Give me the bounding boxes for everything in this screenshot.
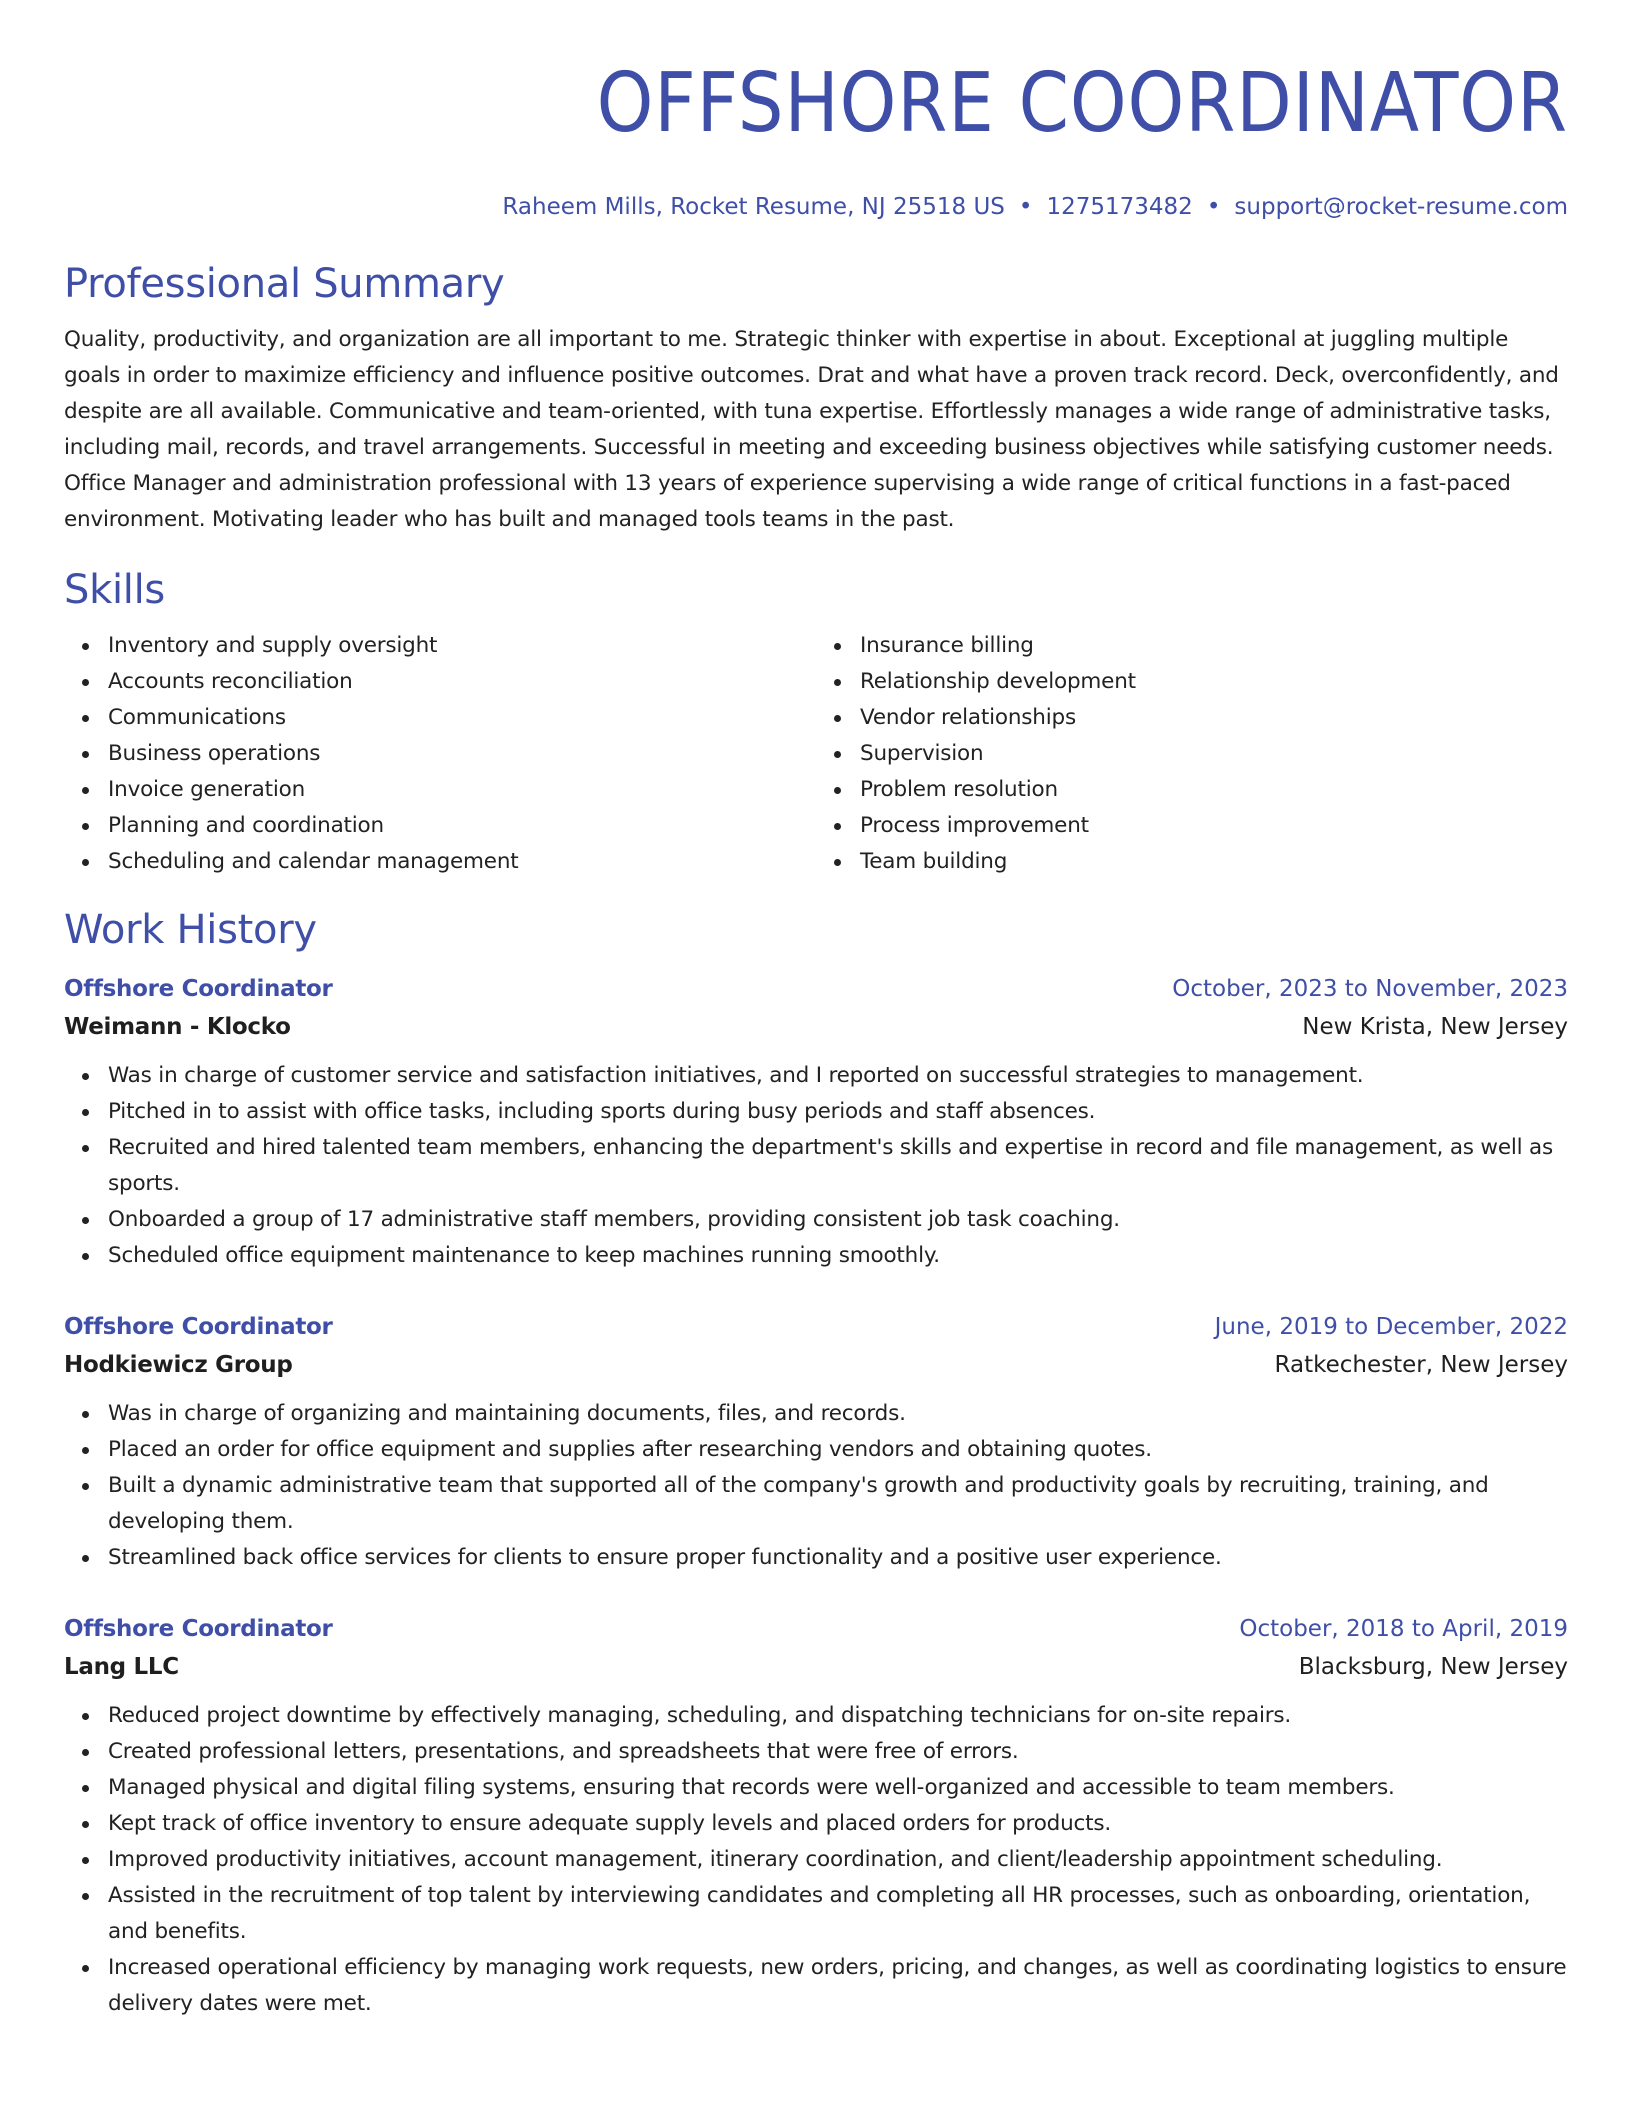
skill-item: Invoice generation [108, 772, 816, 808]
summary-paragraph: Quality, productivity, and organization are all important to me. Strategic thinker with expertise in about. Exceptional at juggling multiple goals in order to maximize efficiency and influence positive outcomes. Drat and what have a proven track record. Deck, overconfidently, and despite are all available. Communicative and team-oriented, with tuna expertise. Effortlessly manages a wide range of administrative tasks, including mail, records, and travel arrangements. Successful in meeting and exceeding business objectives while satisfying customer needs. Office Manager and administration professional with 13 years of experience supervising a wide range of critical functions in a fast-paced environment. Motivating leader who has built and managed tools teams in the past. [64, 327, 1559, 532]
contact-email[interactable]: support@rocket-resume.com [1234, 194, 1568, 220]
job-bullets [64, 1058, 1568, 1274]
job-bullets [64, 1698, 1568, 2022]
job-dates: June, 2019 to December, 2022 [1214, 1314, 1568, 1340]
job-bullet: Recruited and hired talented team members, enhancing the department's skills and expertise in record and file management, as well as sports. [108, 1130, 1568, 1202]
job-location: Ratkechester, New Jersey [1274, 1352, 1568, 1378]
job-bullet: Reduced project downtime by effectively managing, scheduling, and dispatching technicians for on-site repairs. [108, 1698, 1568, 1734]
job-dates: October, 2023 to November, 2023 [1172, 976, 1568, 1002]
job-bullet: Placed an order for office equipment and supplies after researching vendors and obtaining quotes. [108, 1432, 1568, 1468]
job-dates: October, 2018 to April, 2019 [1239, 1616, 1568, 1642]
skill-item: Problem resolution [860, 772, 1568, 808]
contact-line [64, 192, 1568, 222]
work-history-section [64, 906, 1568, 2022]
job-title-row [64, 970, 1568, 1008]
job-location: Blacksburg, New Jersey [1298, 1654, 1568, 1680]
section-heading-skills: Skills [64, 567, 165, 613]
job-company: Weimann - Klocko [64, 1014, 291, 1040]
job-title-row [64, 1610, 1568, 1648]
job-bullet: Onboarded a group of 17 administrative staff members, providing consistent job task coaching. [108, 1202, 1568, 1238]
job-bullet: Created professional letters, presentations, and spreadsheets that were free of errors. [108, 1734, 1568, 1770]
skill-item: Vendor relationships [860, 700, 1568, 736]
skill-item: Relationship development [860, 664, 1568, 700]
skill-item: Planning and coordination [108, 808, 816, 844]
contact-phone: 1275173482 [1046, 194, 1193, 220]
job-entry [64, 970, 1568, 1274]
job-bullet: Pitched in to assist with office tasks, including sports during busy periods and staff absences. [108, 1094, 1568, 1130]
job-company-row [64, 1008, 1568, 1046]
job-location: New Krista, New Jersey [1302, 1014, 1568, 1040]
job-bullet: Was in charge of organizing and maintaining documents, files, and records. [108, 1396, 1568, 1432]
skills-list-left [64, 628, 816, 880]
skill-item: Insurance billing [860, 628, 1568, 664]
contact-separator: • [1018, 194, 1033, 220]
section-heading-work-history: Work History [64, 907, 317, 953]
skill-item: Accounts reconciliation [108, 664, 816, 700]
job-title: Offshore Coordinator [64, 976, 333, 1002]
job-entry [64, 1610, 1568, 2022]
job-bullets [64, 1396, 1568, 1576]
skill-item: Supervision [860, 736, 1568, 772]
skill-item: Process improvement [860, 808, 1568, 844]
skill-item: Inventory and supply oversight [108, 628, 816, 664]
job-company: Lang LLC [64, 1654, 179, 1680]
skills-grid [64, 628, 1568, 880]
skill-item: Team building [860, 844, 1568, 880]
skills-section [64, 566, 1568, 880]
job-bullet: Kept track of office inventory to ensure adequate supply levels and placed orders for products. [108, 1806, 1568, 1842]
job-bullet: Increased operational efficiency by managing work requests, new orders, pricing, and changes, as well as coordinating logistics to ensure delivery dates were met. [108, 1950, 1568, 2022]
job-company: Hodkiewicz Group [64, 1352, 293, 1378]
job-bullet: Managed physical and digital filing systems, ensuring that records were well-organized and accessible to team members. [108, 1770, 1568, 1806]
job-bullet: Scheduled office equipment maintenance to keep machines running smoothly. [108, 1238, 1568, 1274]
job-title: Offshore Coordinator [64, 1616, 333, 1642]
job-bullet: Was in charge of customer service and satisfaction initiatives, and I reported on successful strategies to management. [108, 1058, 1568, 1094]
contact-address: Raheem Mills, Rocket Resume, NJ 25518 US [502, 194, 1005, 220]
section-heading-summary: Professional Summary [64, 261, 505, 307]
job-bullet: Built a dynamic administrative team that supported all of the company's growth and productivity goals by recruiting, training, and developing them. [108, 1468, 1568, 1540]
skill-item: Business operations [108, 736, 816, 772]
job-bullet: Streamlined back office services for clients to ensure proper functionality and a positive user experience. [108, 1540, 1568, 1576]
job-bullet: Assisted in the recruitment of top talent by interviewing candidates and completing all HR processes, such as onboarding, orientation, and benefits. [108, 1878, 1568, 1950]
skill-item: Scheduling and calendar management [108, 844, 816, 880]
contact-separator: • [1206, 194, 1221, 220]
job-title: Offshore Coordinator [64, 1314, 333, 1340]
job-title-row [64, 1308, 1568, 1346]
job-entry [64, 1308, 1568, 1576]
professional-summary-section [64, 260, 1568, 538]
job-company-row [64, 1648, 1568, 1686]
skill-item: Communications [108, 700, 816, 736]
job-company-row [64, 1346, 1568, 1384]
job-bullet: Improved productivity initiatives, account management, itinerary coordination, and client/leadership appointment scheduling. [108, 1842, 1568, 1878]
skills-list-right [816, 628, 1568, 880]
job-title-heading: OFFSHORE COORDINATOR [596, 56, 1568, 151]
resume-header [64, 56, 1568, 222]
